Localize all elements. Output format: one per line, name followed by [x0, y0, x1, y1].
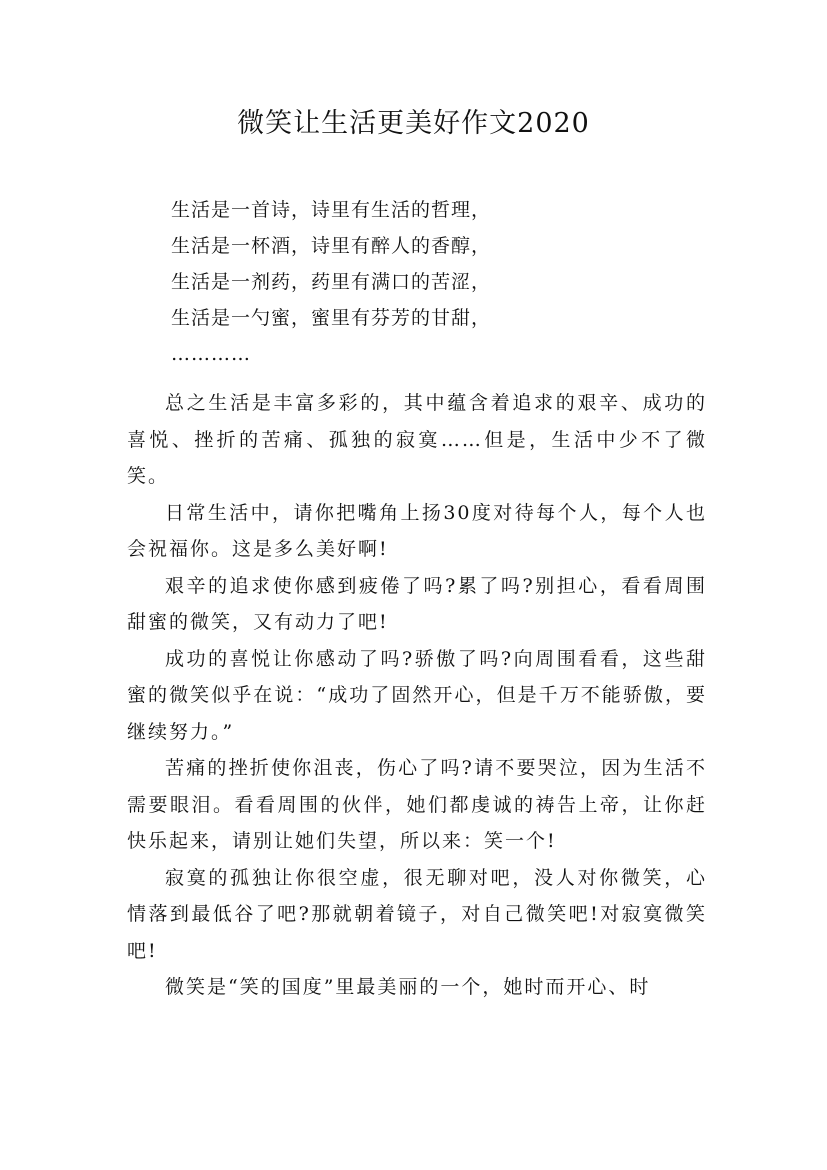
poem-block — [171, 192, 731, 372]
poem-line: 生活是一首诗，诗里有生活的哲理， — [171, 199, 492, 221]
paragraph: 总之生活是丰富多彩的，其中蕴含着追求的艰辛、成功的喜悦、挫折的苦痛、孤独的寂寞……但是，生活中少不了微笑。 — [127, 392, 707, 487]
essay-body — [127, 385, 707, 1006]
poem-line: 生活是一剂药，药里有满口的苦涩， — [171, 271, 492, 293]
paragraph: 艰辛的追求使你感到疲倦了吗?累了吗?别担心，看看周围甜蜜的微笑，又有动力了吧! — [127, 574, 707, 633]
document-title: 微笑让生活更美好作文2020 — [237, 108, 590, 139]
paragraph: 成功的喜悦让你感动了吗?骄傲了吗?向周围看看，这些甜蜜的微笑似乎在说：“成功了固然开心，但是千万不能骄傲，要继续努力。” — [127, 647, 707, 743]
paragraph: 寂寞的孤独让你很空虚，很无聊对吧，没人对你微笑，心情落到最低谷了吧?那就朝着镜子，对自己微笑吧!对寂寞微笑吧! — [127, 866, 707, 962]
poem-ellipsis: ………… — [171, 343, 251, 365]
poem-line: 生活是一勺蜜，蜜里有芬芳的甘甜， — [171, 307, 492, 329]
paragraph: 苦痛的挫折使你沮丧，伤心了吗?请不要哭泣，因为生活不需要眼泪。看看周围的伙伴，她们都虔诚的祷告上帝，让你赶快乐起来，请别让她们失望，所以来：笑一个! — [127, 757, 707, 852]
paragraph: 微笑是“笑的国度”里最美丽的一个，她时而开心、时 — [165, 976, 651, 998]
poem-line: 生活是一杯酒，诗里有醉人的香醇， — [171, 235, 492, 257]
paragraph: 日常生活中，请你把嘴角上扬30度对待每个人，每个人也会祝福你。这是多么美好啊! — [127, 501, 707, 560]
